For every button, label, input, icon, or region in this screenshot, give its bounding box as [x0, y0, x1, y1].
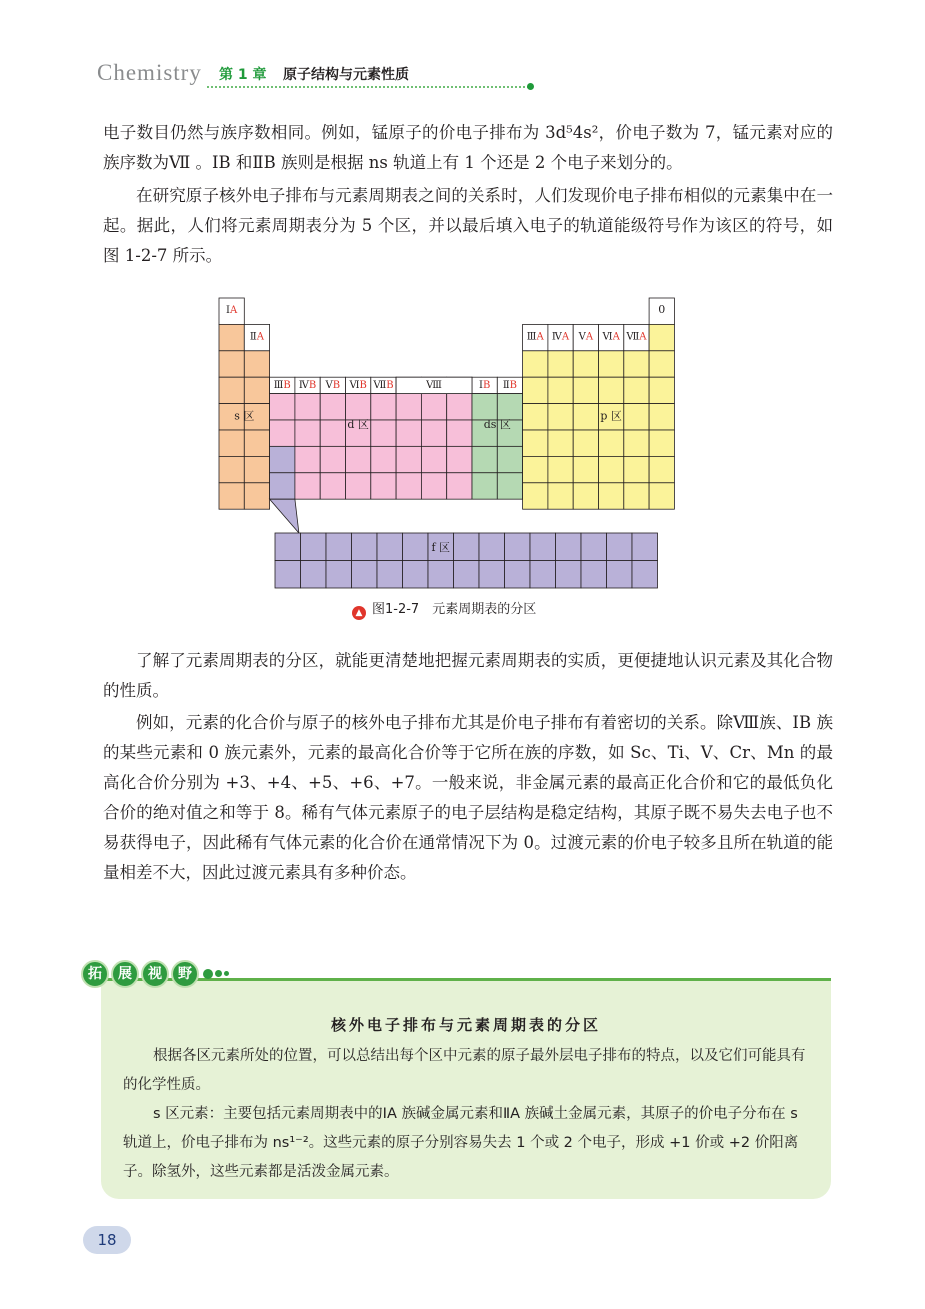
p-block-cell: [548, 430, 573, 456]
p-block-cell: [624, 404, 649, 430]
p-block-cell: [649, 377, 674, 403]
s-block-cell: [244, 351, 269, 377]
d-block-cell: [396, 420, 421, 446]
p-block-cell: [649, 456, 674, 482]
f-block-cell: [352, 561, 378, 589]
p-block-cell: [523, 351, 548, 377]
f-block-cell: [607, 561, 633, 589]
triangle-icon: ▲: [352, 606, 366, 620]
group-label-b: ⅦB: [373, 380, 394, 392]
p-block-cell: [624, 483, 649, 509]
p-block-cell: [573, 430, 598, 456]
p-block-cell: [599, 351, 624, 377]
d-block-cell: [320, 473, 345, 499]
d-block-cell: [396, 446, 421, 472]
d-block-cell: [396, 394, 421, 420]
f-block-cell: [505, 533, 531, 561]
p-block-cell: [523, 430, 548, 456]
extension-paragraph-2: s 区元素：主要包括元素周期表中的ⅠA 族碱金属元素和ⅡA 族碱土金属元素，其原子的价电子分布在 s 轨道上，价电子排布为 ns¹⁻²。这些元素的原子分别容易失去 1 个或 2 个电子，形成 +1 价或 +2 价阳离子。除氢外，这些元素都是活泼金属元素。: [123, 1106, 799, 1180]
s-block-cell: [219, 456, 244, 482]
ds-block-cell: [472, 446, 497, 472]
f-block-cell: [632, 561, 658, 589]
d-block-cell: [295, 420, 320, 446]
ds-region-label: ds 区: [483, 418, 511, 431]
d-block-cell: [447, 394, 472, 420]
d-block-cell: [346, 394, 371, 420]
f-block-cell: [505, 561, 531, 589]
f-block-cell: [581, 533, 607, 561]
d-block-cell: [295, 394, 320, 420]
tag-char-2: 展: [111, 960, 139, 988]
p-block-cell: [599, 483, 624, 509]
s-block-cell: [244, 377, 269, 403]
f-block-cell: [454, 561, 480, 589]
tag-dot-icon: [203, 969, 213, 979]
s-block-cell: [219, 430, 244, 456]
p-block-cell: [649, 324, 674, 350]
group-label-a: ⅦA: [626, 331, 647, 343]
f-block-cell: [556, 561, 582, 589]
f-block-cell: [530, 533, 556, 561]
d-block-cell: [320, 446, 345, 472]
group-label-IIB: ⅡB: [502, 380, 518, 392]
p-block-cell: [573, 456, 598, 482]
p-block-cell: [523, 377, 548, 403]
figure-caption: [352, 598, 536, 620]
f-block-cell: [428, 561, 454, 589]
d-block-cell: [421, 420, 446, 446]
f-block-cell: [275, 533, 301, 561]
s-block-cell: [244, 483, 269, 509]
group-label-b: ⅥB: [349, 380, 367, 392]
p-block-cell: [573, 404, 598, 430]
f-block-cell: [275, 561, 301, 589]
extension-title: 核外电子排布与元素周期表的分区: [330, 1016, 601, 1034]
p-block-cell: [523, 404, 548, 430]
p-block-cell: [573, 351, 598, 377]
f-block-cell: [581, 561, 607, 589]
d-block-cell: [346, 473, 371, 499]
p-block-cell: [649, 351, 674, 377]
p-block-cell: [624, 456, 649, 482]
group-label-b: ⅤB: [325, 380, 341, 392]
f-block-cell: [454, 533, 480, 561]
d-block-cell: [447, 420, 472, 446]
book-title: Chemistry: [97, 60, 202, 85]
f-block-cell: [479, 533, 505, 561]
group-label-IIA: ⅡA: [249, 331, 264, 343]
d-region-label: d 区: [347, 418, 369, 431]
group-label-VIII: Ⅷ: [426, 380, 442, 392]
group-label-b: ⅢB: [273, 380, 291, 392]
p-block-cell: [599, 430, 624, 456]
ds-block-cell: [497, 394, 522, 420]
f-block-cell: [352, 533, 378, 561]
f-block-cell: [479, 561, 505, 589]
ds-block-cell: [472, 394, 497, 420]
d-block-cell: [295, 473, 320, 499]
tag-char-1: 拓: [81, 960, 109, 988]
p-block-cell: [599, 377, 624, 403]
group-label-zero: 0: [658, 303, 666, 316]
tag-char-3: 视: [141, 960, 169, 988]
f-block-cell: [530, 561, 556, 589]
d-block-cell: [371, 420, 396, 446]
d-block-cell: [270, 394, 295, 420]
f-block-cell: [632, 533, 658, 561]
d-block-cell: [320, 394, 345, 420]
f-block-cell: [403, 561, 429, 589]
group-label-a: ⅣA: [551, 331, 570, 343]
f-region-label: f 区: [431, 541, 451, 554]
d-block-cell: [421, 394, 446, 420]
extension-tag: [81, 960, 229, 990]
p-block-cell: [548, 483, 573, 509]
paragraph-4: 例如，元素的化合价与原子的核外电子排布尤其是价电子排布有着密切的关系。除Ⅷ族、ⅠB 族的某些元素和 0 族元素外，元素的最高化合价等于它所在族的序数，如 Sc、Ti、V、Cr、Mn 的最高化合价分别为 +3、+4、+5、+6、+7。一般来说，非金属元素的最高正化合价和它的最低负化合价的绝对值之和等于 8。稀有气体元素原子的电子层结构是稳定结构，其原子既不易失去电子也不易获得电子，因此稀有气体元素的化合价在通常情况下为 0。过渡元素的价电子较多且所在轨道的能量相差不大，因此过渡元素具有多种价态。: [103, 713, 833, 882]
p-block-cell: [548, 351, 573, 377]
extension-paragraph-1: 根据各区元素所处的位置，可以总结出每个区中元素的原子最外层电子排布的特点，以及它们可能具有的化学性质。: [123, 1048, 806, 1093]
d-block-cell: [421, 473, 446, 499]
group-label-a: ⅢA: [526, 331, 544, 343]
f-block-cell: [403, 533, 429, 561]
ds-block-cell: [497, 473, 522, 499]
p-block-cell: [649, 430, 674, 456]
p-block-cell: [573, 483, 598, 509]
paragraph-1: 电子数目仍然与族序数相同。例如，锰原子的价电子排布为 3d⁵4s²，价电子数为 7，锰元素对应的族序数为Ⅶ 。ⅠB 和ⅡB 族则是根据 ns 轨道上有 1 个还是 2 个电子来划分的。: [103, 123, 833, 172]
group-label-IB: ⅠB: [478, 380, 491, 392]
s-block-cell: [219, 483, 244, 509]
tag-dot-icon: [224, 971, 229, 976]
p-block-cell: [649, 483, 674, 509]
p-block-cell: [624, 430, 649, 456]
p-block-cell: [573, 377, 598, 403]
chapter-title: 原子结构与元素性质: [283, 67, 409, 83]
d-block-cell: [270, 473, 295, 499]
d-block-cell: [447, 473, 472, 499]
p-block-cell: [548, 404, 573, 430]
paragraph-3: 了解了元素周期表的分区，就能更清楚地把握元素周期表的实质，更便捷地认识元素及其化合物的性质。: [103, 651, 833, 700]
f-block-cell: [301, 533, 327, 561]
p-block-cell: [548, 456, 573, 482]
paragraph-2: 在研究原子核外电子排布与元素周期表之间的关系时，人们发现价电子排布相似的元素集中在一起。据此，人们将元素周期表分为 5 个区，并以最后填入电子的轨道能级符号作为该区的符号，如图 1-2-7 所示。: [103, 186, 833, 265]
s-block-cell: [219, 324, 244, 350]
d-block-cell: [421, 446, 446, 472]
p-block-cell: [624, 351, 649, 377]
d-block-cell: [320, 420, 345, 446]
s-block-cell: [244, 456, 269, 482]
d-block-cell: [346, 446, 371, 472]
group-label-a: ⅥA: [602, 331, 620, 343]
d-block-cell: [270, 446, 295, 472]
f-block-cell: [556, 533, 582, 561]
f-block-cell: [301, 561, 327, 589]
p-region-label: p 区: [600, 409, 622, 423]
periodic-table-regions-figure: [0, 0, 925, 630]
page-number: 18: [83, 1226, 131, 1254]
p-block-cell: [649, 404, 674, 430]
p-block-cell: [523, 456, 548, 482]
d-block-cell: [295, 446, 320, 472]
group-label-b: ⅣB: [298, 380, 317, 392]
ds-block-cell: [497, 446, 522, 472]
group-label-a: ⅤA: [578, 331, 594, 343]
d-block-cell: [371, 394, 396, 420]
s-block-cell: [219, 351, 244, 377]
d-block-cell: [270, 420, 295, 446]
d-block-cell: [396, 473, 421, 499]
f-block-pointer: [270, 499, 299, 533]
f-block-cell: [326, 561, 352, 589]
f-block-cell: [607, 533, 633, 561]
figure-caption-text: 图1-2-7 元素周期表的分区: [372, 602, 537, 617]
p-block-cell: [548, 377, 573, 403]
s-block-cell: [244, 430, 269, 456]
chapter-number: 第 1 章: [219, 67, 267, 83]
f-block-cell: [377, 561, 403, 589]
s-block-cell: [219, 377, 244, 403]
p-block-cell: [624, 377, 649, 403]
p-block-cell: [599, 456, 624, 482]
p-block-cell: [523, 483, 548, 509]
d-block-cell: [371, 473, 396, 499]
d-block-cell: [447, 446, 472, 472]
d-block-cell: [371, 446, 396, 472]
s-region-label: s 区: [234, 409, 255, 423]
group-label-IA: ⅠA: [226, 305, 238, 316]
f-block-cell: [326, 533, 352, 561]
ds-block-cell: [472, 473, 497, 499]
f-block-cell: [377, 533, 403, 561]
tag-dot-icon: [215, 970, 222, 977]
tag-char-4: 野: [171, 960, 199, 988]
